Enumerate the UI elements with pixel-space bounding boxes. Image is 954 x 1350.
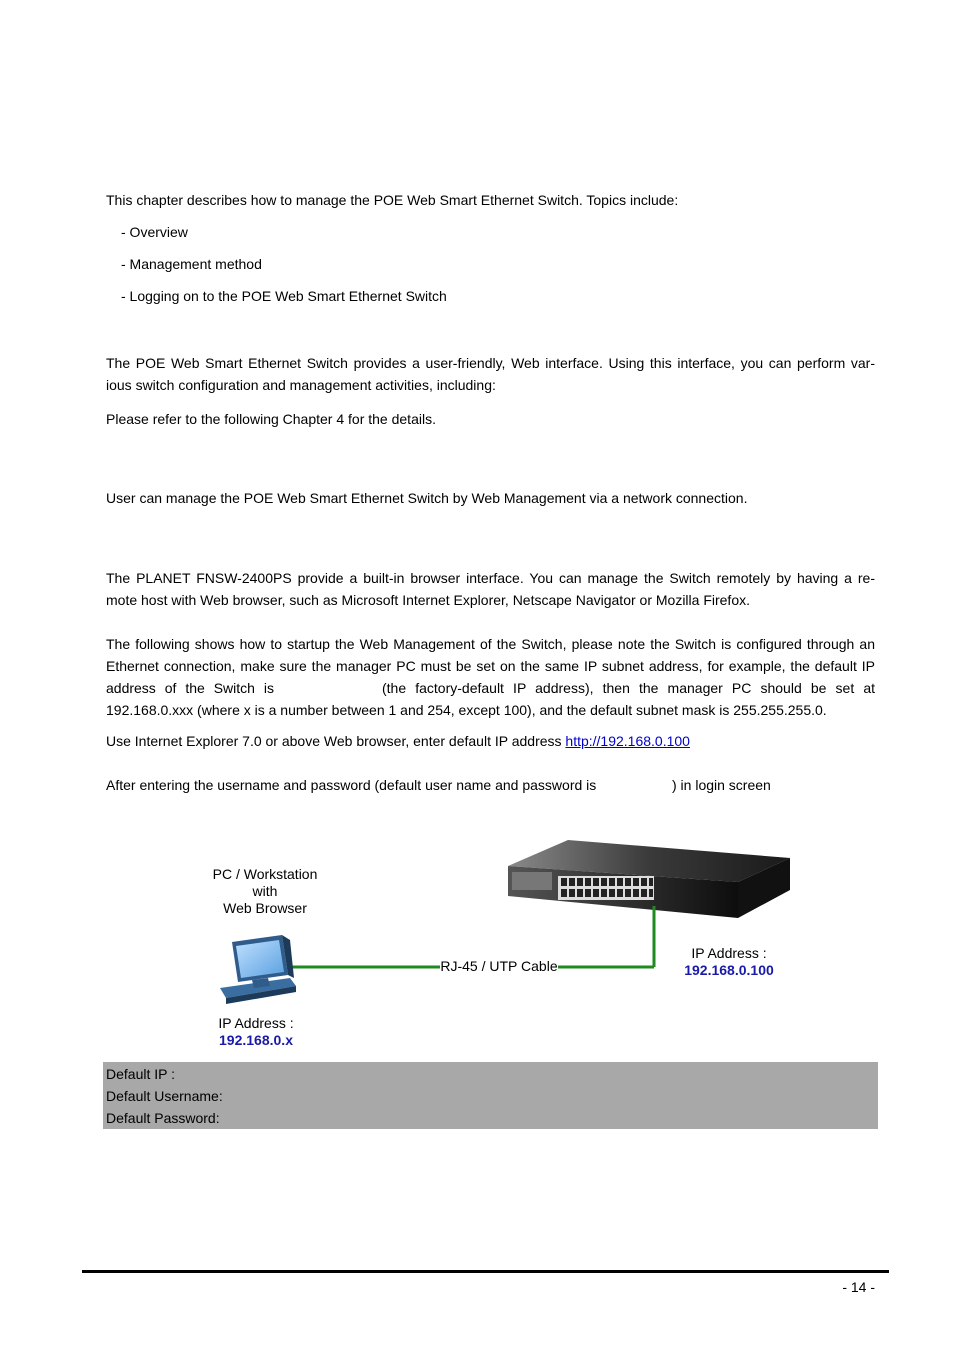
switch-ip-value: 192.168.0.100 bbox=[684, 962, 774, 978]
footer-rule bbox=[82, 1270, 889, 1273]
topic-logging-on: - Logging on to the POE Web Smart Ethernet Switch bbox=[121, 288, 447, 304]
startup-line-3-b: (the factory-default IP address), then the manager PC should be set at bbox=[382, 680, 875, 696]
cable-label: RJ-45 / UTP Cable bbox=[440, 958, 558, 974]
default-password-label: Default Password: bbox=[106, 1110, 220, 1126]
overview-line-2: ious switch configuration and management activities, including: bbox=[106, 377, 496, 393]
topic-overview: - Overview bbox=[121, 224, 188, 240]
pc-label-line-2: with bbox=[252, 883, 278, 899]
management-method-text: User can manage the POE Web Smart Ethernet Switch by Web Management via a network connection. bbox=[106, 490, 748, 506]
page-number: - 14 - bbox=[842, 1279, 875, 1295]
defaults-box bbox=[103, 1062, 878, 1129]
web-management-line-1: The PLANET FNSW-2400PS provide a built-in browser interface. You can manage the Switch remotely by having a re- bbox=[106, 570, 875, 586]
overview-refer: Please refer to the following Chapter 4 for the details. bbox=[106, 411, 436, 427]
pc-workstation-icon bbox=[220, 935, 296, 1004]
startup-line-1: The following shows how to startup the Web Management of the Switch, please note the Switch is configured through an bbox=[106, 636, 875, 652]
overview-line-1: The POE Web Smart Ethernet Switch provides a user-friendly, Web interface. Using this interface, you can perform var- bbox=[106, 355, 875, 371]
login-text-b: ) in login screen bbox=[672, 777, 771, 793]
startup-line-4: 192.168.0.xxx (where x is a number between 1 and 254, except 100), and the default subnet mask is 255.255.255.0. bbox=[106, 702, 827, 718]
pc-label-line-3: Web Browser bbox=[223, 900, 307, 916]
default-username-label: Default Username: bbox=[106, 1088, 223, 1104]
pc-ip-label: IP Address : bbox=[218, 1015, 294, 1031]
startup-line-2: Ethernet connection, make sure the manager PC must be set on the same IP subnet address, for example, the default IP bbox=[106, 658, 875, 674]
default-ip-link[interactable]: http://192.168.0.100 bbox=[565, 733, 690, 749]
default-ip-label: Default IP : bbox=[106, 1066, 176, 1082]
pc-label-line-1: PC / Workstation bbox=[212, 866, 318, 882]
topic-management-method: - Management method bbox=[121, 256, 262, 272]
web-management-line-2: mote host with Web browser, such as Microsoft Internet Explorer, Netscape Navigator or Mozilla Firefox. bbox=[106, 592, 750, 608]
browser-text: Use Internet Explorer 7.0 or above Web browser, enter default IP address bbox=[106, 733, 566, 749]
switch-ip-label: IP Address : bbox=[691, 945, 767, 961]
startup-line-3-a: address of the Switch is bbox=[106, 680, 274, 696]
pc-ip-value: 192.168.0.x bbox=[219, 1032, 293, 1048]
intro-text: This chapter describes how to manage the POE Web Smart Ethernet Switch. Topics include: bbox=[106, 192, 679, 208]
login-text-a: After entering the username and password (default user name and password is bbox=[106, 777, 597, 793]
switch-icon bbox=[508, 840, 790, 918]
